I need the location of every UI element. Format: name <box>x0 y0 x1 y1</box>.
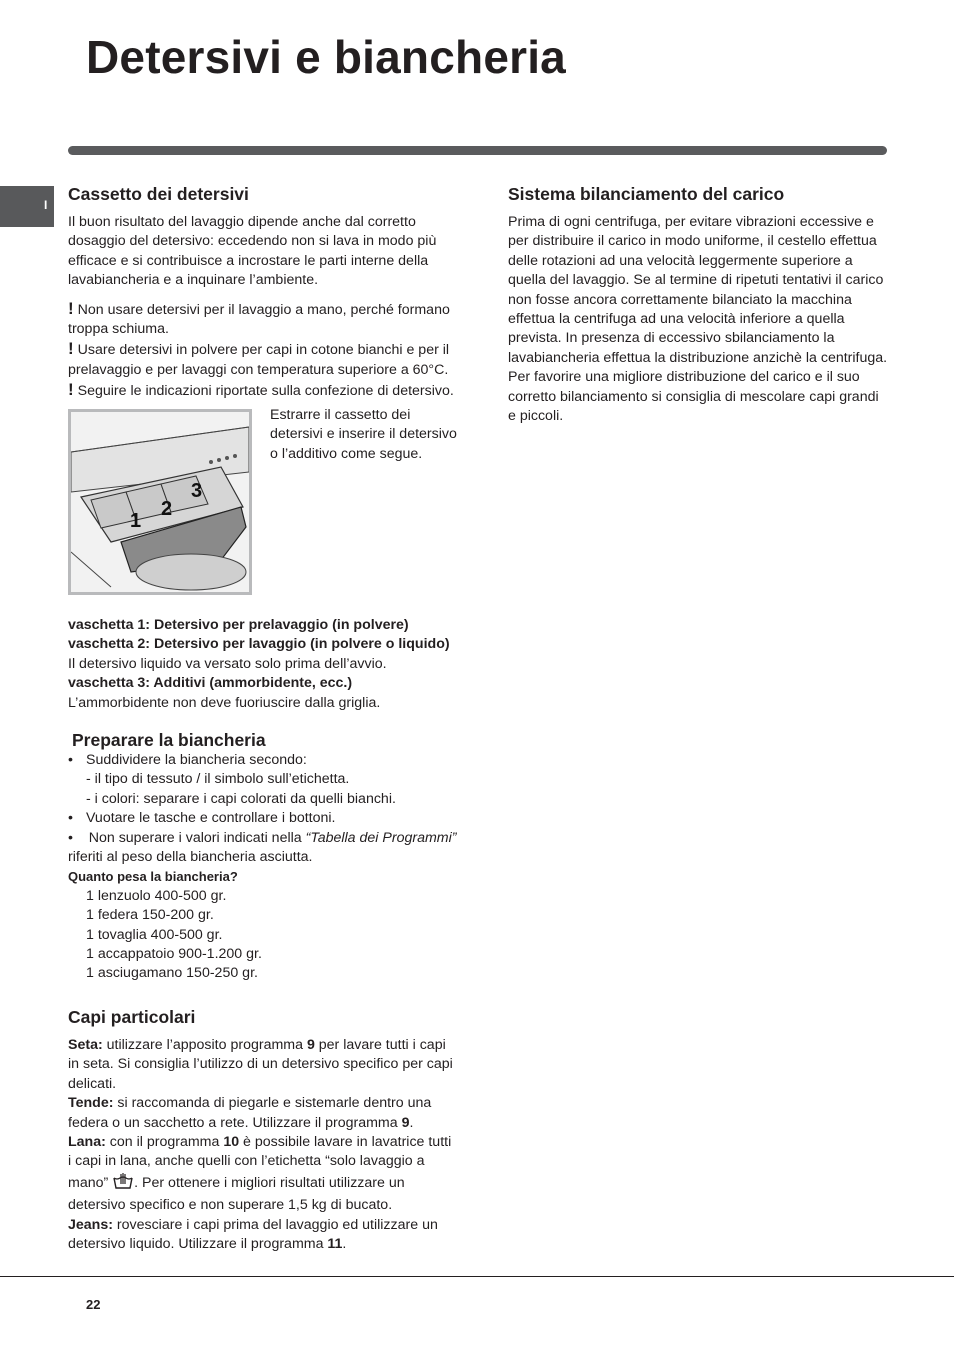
cassetto-section <box>68 183 468 402</box>
capi-heading: Capi particolari <box>68 1007 196 1027</box>
page-title: Detersivi e biancheria <box>86 31 566 83</box>
cassetto-intro: Il buon risultato del lavaggio dipende anche dal corretto dosaggio del detersivo: eccedendo non si lava in modo più efficace e si contribuisce a incrostare le parti interne della lavabiancheria e a inquinare l’ambiente. <box>68 214 437 289</box>
language-tab <box>0 186 54 227</box>
capi-section <box>68 1006 456 1254</box>
weight-item: 1 federa 150-200 gr. <box>86 907 214 924</box>
illustration-caption: Estrarre il cassetto dei detersivi e inserire il detersivo o l’additivo come segue. <box>270 407 457 462</box>
weight-item: 1 lenzuolo 400-500 gr. <box>86 887 227 904</box>
warning-1: ! Non usare detersivi per il lavaggio a mano, perché formano troppa schiuma. <box>68 298 450 338</box>
vaschetta-2: vaschetta 2: Detersivo per lavaggio (in polvere o liquido) <box>68 636 450 653</box>
compartment-number-2: 2 <box>161 498 173 520</box>
seta-paragraph: Seta: utilizzare l’apposito programma 9 per lavare tutti i capi in seta. Si consiglia l’utilizzo di un detersivo specifico per capi delicati. <box>68 1037 453 1092</box>
weight-heading: Quanto pesa la biancheria? <box>68 869 238 885</box>
list-subitem: - i colori: separare i capi colorati da quelli bianchi. <box>86 790 396 807</box>
list-subitem: - il tipo di tessuto / il simbolo sull’etichetta. <box>86 771 350 788</box>
warning-2: ! Usare detersivi in polvere per capi in cotone bianchi e per il prelavaggio e per lavaggi con temperatura superiore a 60°C. <box>68 339 450 378</box>
vaschetta-3-note: L’ammorbidente non deve fuoriuscire dalla griglia. <box>68 694 381 711</box>
weight-item: 1 asciugamano 150-250 gr. <box>86 965 258 982</box>
vaschette-list <box>68 616 468 713</box>
footer-rule <box>0 1276 954 1277</box>
preparare-section <box>68 729 468 984</box>
list-item: • Non superare i valori indicati nella “Tabella dei Programmi” riferiti al peso della biancheria asciutta. <box>68 829 457 866</box>
detergent-drawer-illustration <box>68 409 252 595</box>
vaschetta-1: vaschetta 1: Detersivo per prelavaggio (in polvere) <box>68 617 409 633</box>
jeans-paragraph: Jeans: rovesciare i capi prima del lavaggio ed utilizzare un detersivo liquido. Utilizzare il programma 11. <box>68 1216 438 1253</box>
compartment-number-3: 3 <box>191 480 203 502</box>
cassetto-heading: Cassetto dei detersivi <box>68 184 249 204</box>
sistema-heading: Sistema bilanciamento del carico <box>508 184 785 204</box>
page-number: 22 <box>86 1297 101 1312</box>
language-tab-label: I <box>44 198 48 212</box>
vaschetta-2-note: Il detersivo liquido va versato solo prima dell’avvio. <box>68 655 387 672</box>
sistema-section <box>508 183 888 426</box>
lana-paragraph: Lana: con il programma 10 è possibile lavare in lavatrice tutti i capi in lana, anche quelli con l’etichetta “solo lavaggio a mano” . Per ottenere i migliori risultati utilizzare un detersivo specifico e non superare 1,5 kg di bucato. <box>68 1134 452 1214</box>
warning-icon: ! <box>68 298 74 318</box>
weight-item: 1 tovaglia 400-500 gr. <box>86 926 223 943</box>
weight-item: 1 accappatoio 900-1.200 gr. <box>86 946 262 963</box>
vaschetta-3: vaschetta 3: Additivi (ammorbidente, ecc.) <box>68 675 353 692</box>
list-item: • Suddividere la biancheria secondo: <box>68 751 468 770</box>
drawer-drawing <box>71 412 249 592</box>
warning-icon: ! <box>68 380 74 400</box>
warning-3: ! Seguire le indicazioni riportate sulla confezione di detersivo. <box>68 380 454 400</box>
table-reference: “Tabella dei Programmi” <box>305 829 457 846</box>
sistema-body: Prima di ogni centrifuga, per evitare vibrazioni eccessive e per distribuire il carico in modo uniforme, il cestello effettua delle rotazioni ad una velocità leggermente superiore a quella del lavaggio. Se al termine di ripetuti tentativi il carico non fosse ancora correttamente bilanciato la macchina effettua la centrifuga ad una velocità inferiore a quella prevista. In presenza di eccessivo sbilanciamento la lavabiancheria effettua la distribuzione anzichè la centrifuga. Per favorire una migliore distribuzione del carico e il suo corretto bilanciamento si consiglia di mescolare capi grandi e piccoli. <box>508 214 888 425</box>
preparare-heading: Preparare la biancheria <box>72 730 266 750</box>
tende-paragraph: Tende: si raccomanda di piegarle e sistemarle dentro una federa o un sacchetto a rete. Utilizzare il programma 9. <box>68 1095 432 1131</box>
list-item: • Vuotare le tasche e controllare i bottoni. <box>68 809 468 828</box>
warning-icon: ! <box>68 339 74 359</box>
header-rule <box>68 146 887 155</box>
compartment-number-1: 1 <box>130 510 142 532</box>
hand-wash-icon <box>112 1172 134 1196</box>
